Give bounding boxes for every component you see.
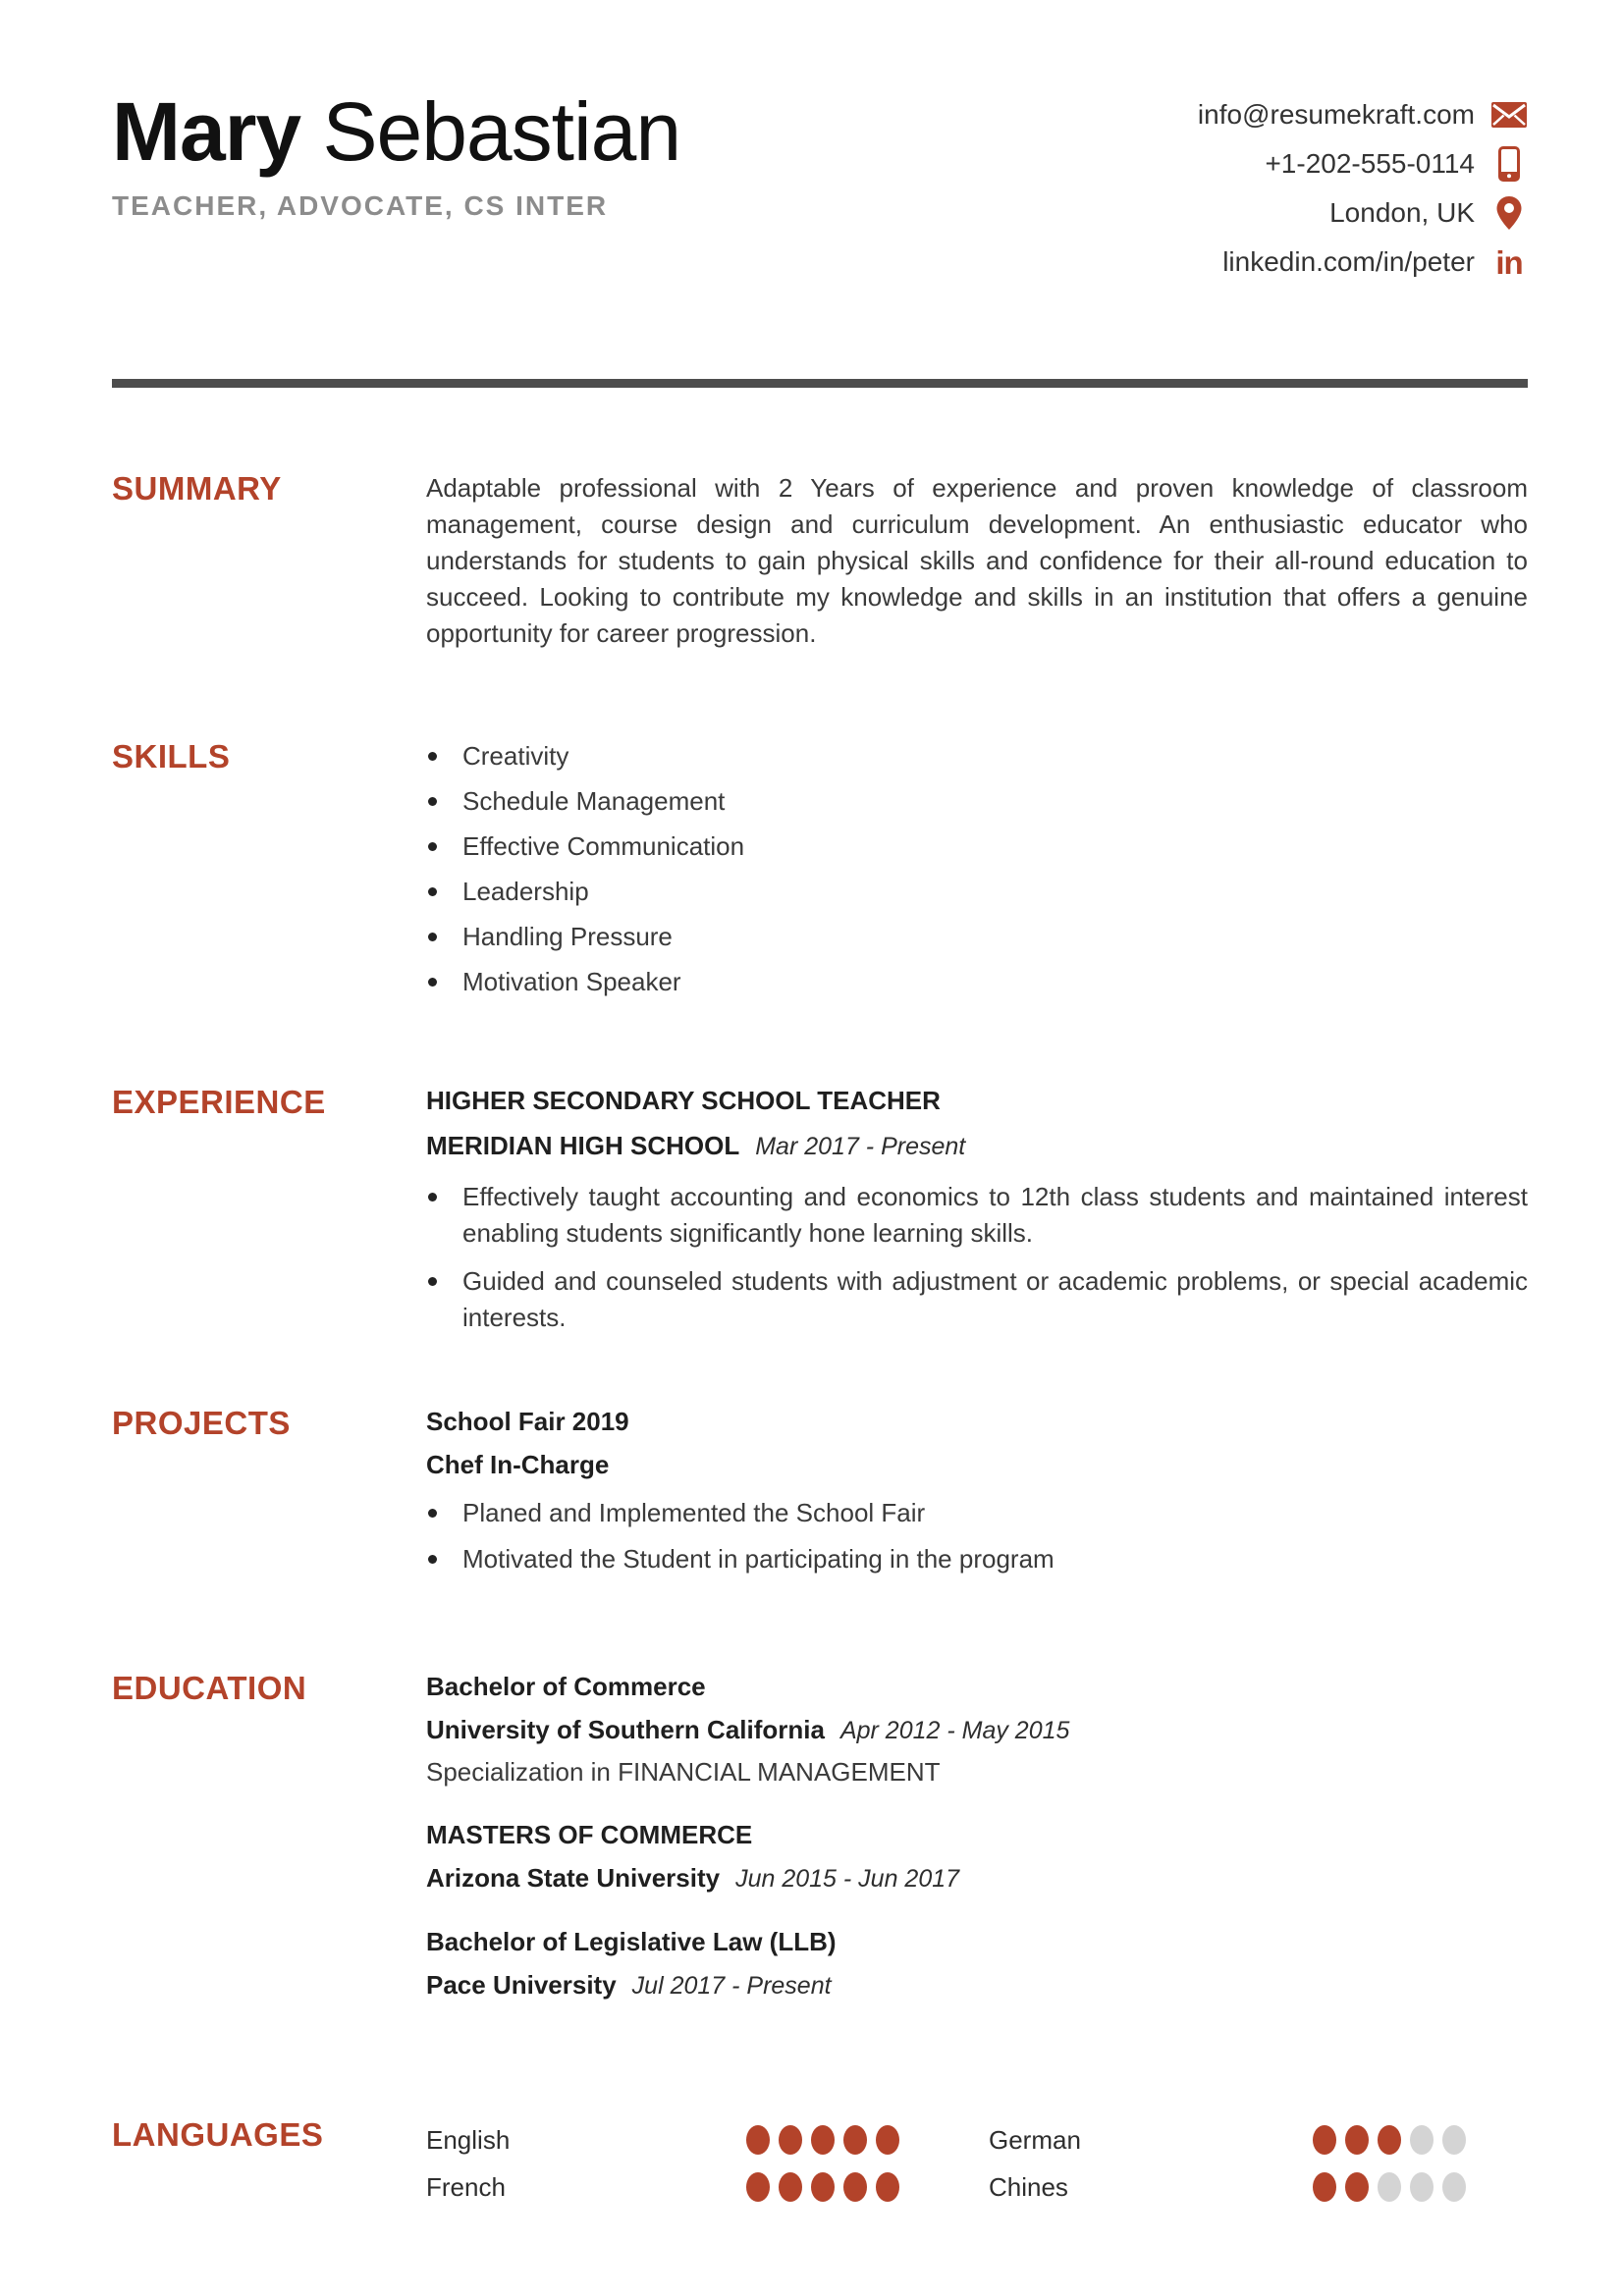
skill-item: Creativity [426, 738, 1528, 774]
education-entry [426, 1818, 1528, 1896]
section-summary [112, 470, 1528, 652]
job-entry [426, 1084, 1528, 1336]
language-row [426, 2163, 1528, 2211]
level-dot-empty [1442, 2172, 1466, 2202]
section-languages [112, 2116, 1528, 2211]
projects-heading: PROJECTS [112, 1405, 291, 1441]
project-entry [426, 1405, 1528, 1577]
languages-body [426, 2116, 1528, 2211]
section-projects [112, 1405, 1528, 1587]
level-dot-filled [746, 2125, 770, 2155]
contact-text-envelope: info@resumekraft.com [1197, 99, 1475, 130]
skill-item: Effective Communication [426, 828, 1528, 865]
experience-heading: EXPERIENCE [112, 1084, 326, 1120]
education-entry [426, 1925, 1528, 2002]
job-company-line [426, 1129, 1528, 1163]
level-dot-filled [811, 2125, 835, 2155]
header-divider [112, 379, 1528, 388]
language-name: Chines [989, 2171, 1068, 2202]
language-row [426, 2116, 1528, 2163]
contact-row-envelope [1198, 90, 1528, 139]
level-dot-filled [811, 2172, 835, 2202]
education-school-line [426, 1861, 1528, 1896]
education-dates: Jun 2015 - Jun 2017 [735, 1865, 960, 1893]
education-degree: Bachelor of Commerce [426, 1672, 706, 1701]
contact-text-phone: +1-202-555-0114 [1265, 148, 1475, 179]
summary-heading: SUMMARY [112, 470, 282, 507]
chines-level-dots [1313, 2172, 1528, 2202]
contact-text-location: London, UK [1329, 197, 1475, 228]
contact-row-linkedin [1198, 238, 1528, 287]
person-name [112, 85, 681, 178]
skills-heading: SKILLS [112, 738, 231, 774]
job-dates: Mar 2017 - Present [755, 1133, 966, 1160]
level-dot-filled [1345, 2125, 1369, 2155]
name-block [112, 85, 681, 287]
job-bullet: Guided and counseled students with adjustment or academic problems, or special academic interests. [426, 1263, 1528, 1336]
languages-heading: LANGUAGES [112, 2116, 324, 2153]
education-dates: Apr 2012 - May 2015 [839, 1717, 1070, 1744]
skills-list [426, 738, 1528, 1000]
job-company: MERIDIAN HIGH SCHOOL [426, 1131, 740, 1160]
section-education [112, 1670, 1528, 2032]
level-dot-filled [843, 2172, 867, 2202]
german-level-dots [1313, 2125, 1528, 2155]
education-school: Arizona State University [426, 1863, 721, 1893]
project-bullet: Motivated the Student in participating in the program [426, 1541, 1528, 1577]
education-school-line [426, 1713, 1528, 1747]
education-degree: Bachelor of Legislative Law (LLB) [426, 1927, 837, 1956]
education-note: Specialization in FINANCIAL MANAGEMENT [426, 1757, 941, 1787]
envelope-icon [1490, 96, 1528, 133]
language-name: English [426, 2124, 511, 2155]
skill-item: Motivation Speaker [426, 964, 1528, 1000]
english-level-dots [746, 2125, 989, 2155]
contact-block [1198, 90, 1528, 287]
location-icon [1490, 194, 1528, 232]
project-bullets [426, 1495, 1528, 1577]
linkedin-icon: in [1495, 243, 1523, 281]
level-dot-filled [843, 2125, 867, 2155]
skill-item: Leadership [426, 874, 1528, 910]
level-dot-filled [779, 2172, 802, 2202]
education-dates: Jul 2017 - Present [631, 1972, 832, 2000]
contact-row-location [1198, 188, 1528, 238]
level-dot-empty [1410, 2125, 1434, 2155]
project-role: Chef In-Charge [426, 1450, 610, 1479]
level-dot-empty [1410, 2172, 1434, 2202]
education-school: Pace University [426, 1970, 617, 2000]
first-name: Mary [112, 85, 301, 178]
projects-body [426, 1405, 1528, 1587]
language-name: German [989, 2124, 1081, 2155]
section-skills [112, 738, 1528, 1009]
level-dot-filled [1378, 2125, 1401, 2155]
resume-header [112, 85, 1528, 287]
job-bullet: Effectively taught accounting and economics to 12th class students and maintained interest enabling students significantly hone learning skills. [426, 1179, 1528, 1252]
level-dot-filled [746, 2172, 770, 2202]
level-dot-filled [1313, 2125, 1336, 2155]
section-experience [112, 1084, 1528, 1348]
skill-item: Handling Pressure [426, 919, 1528, 955]
last-name: Sebastian [322, 85, 681, 178]
job-bullets [426, 1179, 1528, 1336]
education-school: University of Southern California [426, 1715, 825, 1744]
language-name: French [426, 2171, 506, 2202]
experience-body [426, 1084, 1528, 1348]
level-dot-filled [876, 2172, 899, 2202]
education-degree: MASTERS OF COMMERCE [426, 1820, 753, 1849]
level-dot-empty [1378, 2172, 1401, 2202]
level-dot-filled [1345, 2172, 1369, 2202]
education-heading: EDUCATION [112, 1670, 307, 1706]
contact-text-linkedin: linkedin.com/in/peter [1222, 246, 1475, 277]
summary-text: Adaptable professional with 2 Years of experience and proven knowledge of classroom management, course design and curriculum development. An enthusiastic educator who understands for students to gain physical skills and confidence for their all-round education to succeed. Looking to contribute my knowledge and skills in an institution that offers a genuine opportunity for career progression. [426, 473, 1528, 648]
project-bullet: Planed and Implemented the School Fair [426, 1495, 1528, 1531]
level-dot-empty [1442, 2125, 1466, 2155]
skill-item: Schedule Management [426, 783, 1528, 820]
project-name: School Fair 2019 [426, 1407, 629, 1436]
job-role: HIGHER SECONDARY SCHOOL TEACHER [426, 1086, 941, 1115]
level-dot-filled [779, 2125, 802, 2155]
level-dot-filled [876, 2125, 899, 2155]
phone-icon [1490, 145, 1528, 183]
job-subtitle: TEACHER, ADVOCATE, CS INTER [112, 190, 609, 221]
french-level-dots [746, 2172, 989, 2202]
education-school-line [426, 1968, 1528, 2002]
contact-row-phone [1198, 139, 1528, 188]
level-dot-filled [1313, 2172, 1336, 2202]
education-body [426, 1670, 1528, 2032]
education-entry [426, 1670, 1528, 1789]
